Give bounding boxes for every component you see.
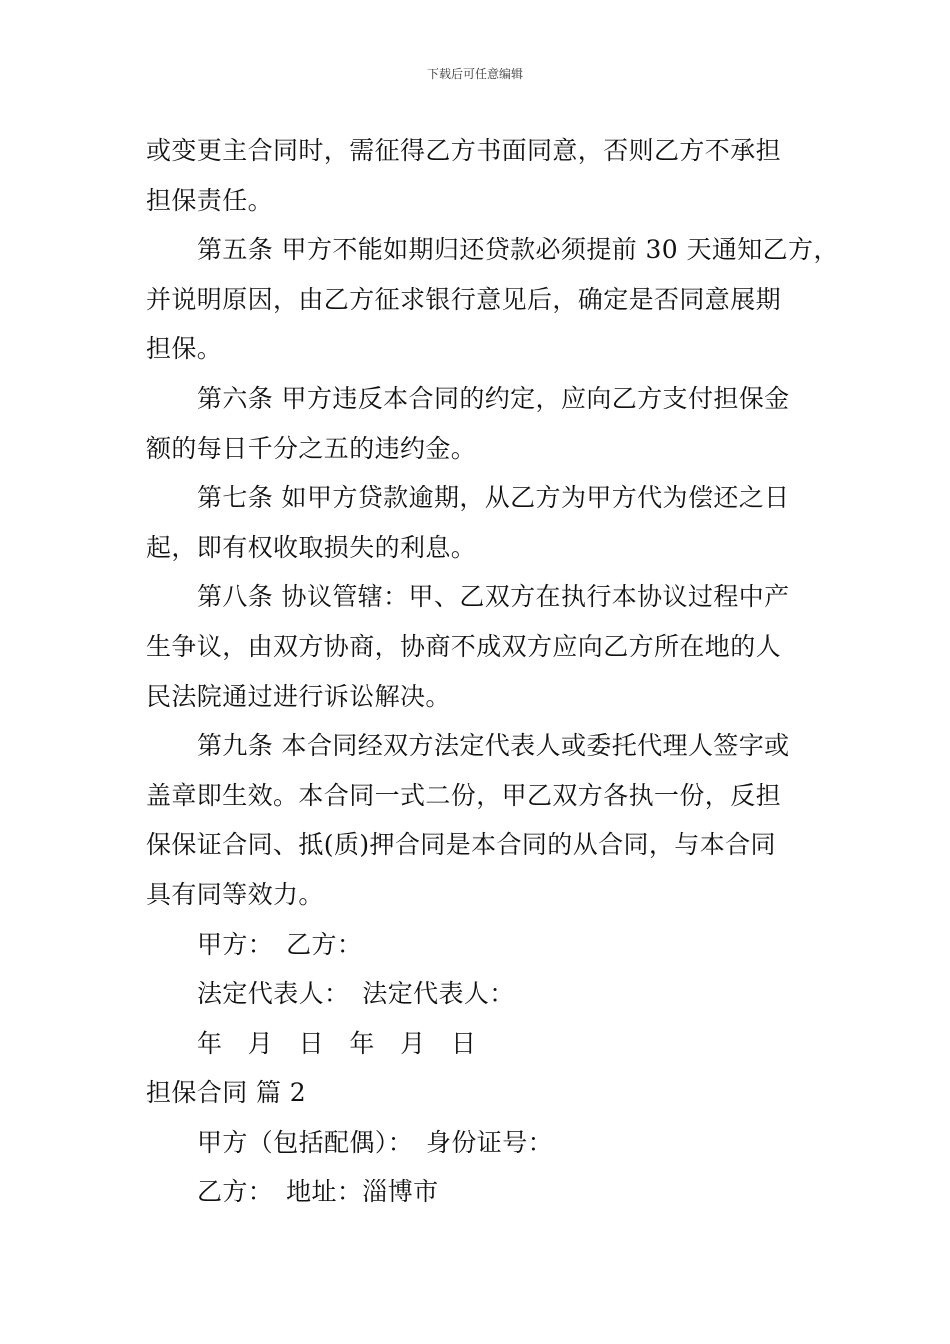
clause-7-line: 第七条 如甲方贷款逾期，从乙方为甲方代为偿还之日: [197, 483, 790, 513]
clause-6-line: 第六条 甲方违反本合同的约定，应向乙方支付担保金: [197, 383, 790, 413]
clause-9-line: 第九条 本合同经双方法定代表人或委托代理人签字或: [197, 731, 790, 761]
page-header: 下载后可任意编辑: [426, 67, 523, 81]
legal-representative-line: 法定代表人： 法定代表人：: [197, 979, 515, 1009]
text-line: 或变更主合同时，需征得乙方书面同意，否则乙方不承担: [146, 136, 782, 165]
signature-parties-line: 甲方： 乙方：: [197, 929, 363, 959]
text-line: 担保。: [146, 334, 223, 364]
document-body: [146, 126, 839, 1217]
signature-date-line: 年 月 日 年 月 日: [197, 1028, 477, 1058]
text-line: 保保证合同、抵(质)押合同是本合同的从合同，与本合同: [146, 830, 776, 860]
text-line: 民法院通过进行诉讼解决。: [146, 681, 451, 711]
text-line: 额的每日千分之五的违约金。: [146, 433, 477, 463]
text-line: 生争议，由双方协商，协商不成双方应向乙方所在地的人: [146, 631, 782, 661]
clause-5-line: 第五条 甲方不能如期归还贷款必须提前 30 天通知乙方，: [197, 235, 839, 265]
text-line: 具有同等效力。: [146, 879, 324, 909]
text-line: 并说明原因，由乙方征求银行意见后，确定是否同意展期: [146, 284, 782, 314]
party-b-line: 乙方： 地址：淄博市: [197, 1177, 439, 1207]
text-line: 起，即有权收取损失的利息。: [146, 532, 477, 562]
clause-8-line: 第八条 协议管辖：甲、乙双方在执行本协议过程中产: [197, 582, 790, 612]
party-a-line: 甲方（包括配偶）： 身份证号：: [197, 1127, 554, 1157]
section-title: 担保合同 篇 2: [146, 1078, 306, 1108]
text-line: 担保责任。: [146, 185, 274, 215]
text-line: 盖章即生效。本合同一式二份，甲乙双方各执一份，反担: [146, 780, 782, 810]
